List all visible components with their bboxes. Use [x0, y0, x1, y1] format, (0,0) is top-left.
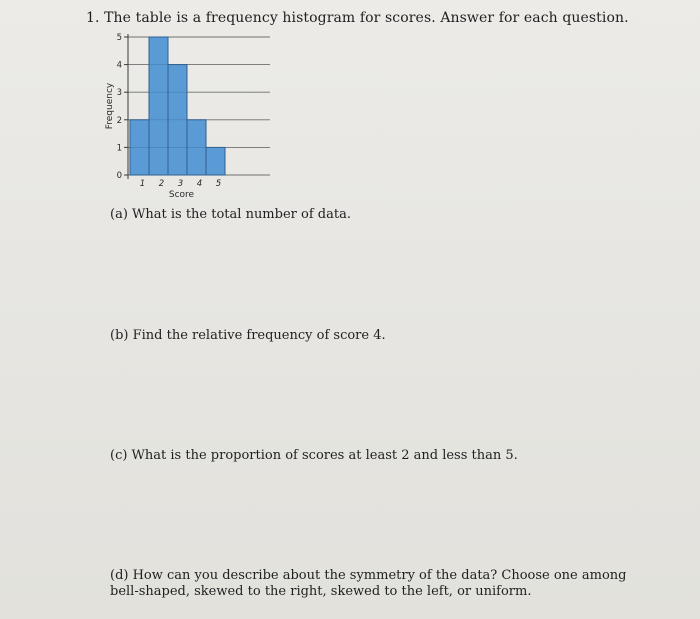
- bar-score-5: [206, 147, 225, 175]
- part-a-question: (a) What is the total number of data.: [110, 207, 351, 222]
- x-tick-label-2: 2: [158, 179, 165, 189]
- y-tick-label-3: 3: [116, 88, 122, 99]
- part-c-question: (c) What is the proportion of scores at least 2 and less than 5.: [110, 448, 518, 463]
- x-tick-label-5: 5: [215, 179, 222, 189]
- bar-layer: [130, 37, 225, 175]
- y-axis-label: Frequency: [105, 82, 115, 130]
- bar-score-2: [149, 37, 168, 175]
- x-axis-label: Score: [168, 190, 195, 200]
- question-title: 1. The table is a frequency histogram for scores. Answer for each question.: [86, 10, 629, 26]
- part-b-question: (b) Find the relative frequency of score 4.: [110, 328, 386, 343]
- part-d-question: (d) How can you describe about the symmetry of the data? Choose one among bell-shaped, skewed to the right, skewed to the left, or uniform.: [110, 568, 627, 599]
- frequency-histogram: [104, 24, 274, 204]
- y-tick-label-2: 2: [116, 115, 122, 126]
- x-tick-label-1: 1: [139, 179, 146, 189]
- y-tick-label-5: 5: [116, 33, 122, 43]
- histogram-svg: [104, 24, 274, 204]
- y-tick-label-0: 0: [116, 171, 122, 181]
- y-tick-label-4: 4: [116, 60, 122, 71]
- x-tick-label-4: 4: [196, 179, 203, 189]
- x-tick-label-3: 3: [177, 179, 184, 189]
- y-tick-label-1: 1: [116, 143, 122, 154]
